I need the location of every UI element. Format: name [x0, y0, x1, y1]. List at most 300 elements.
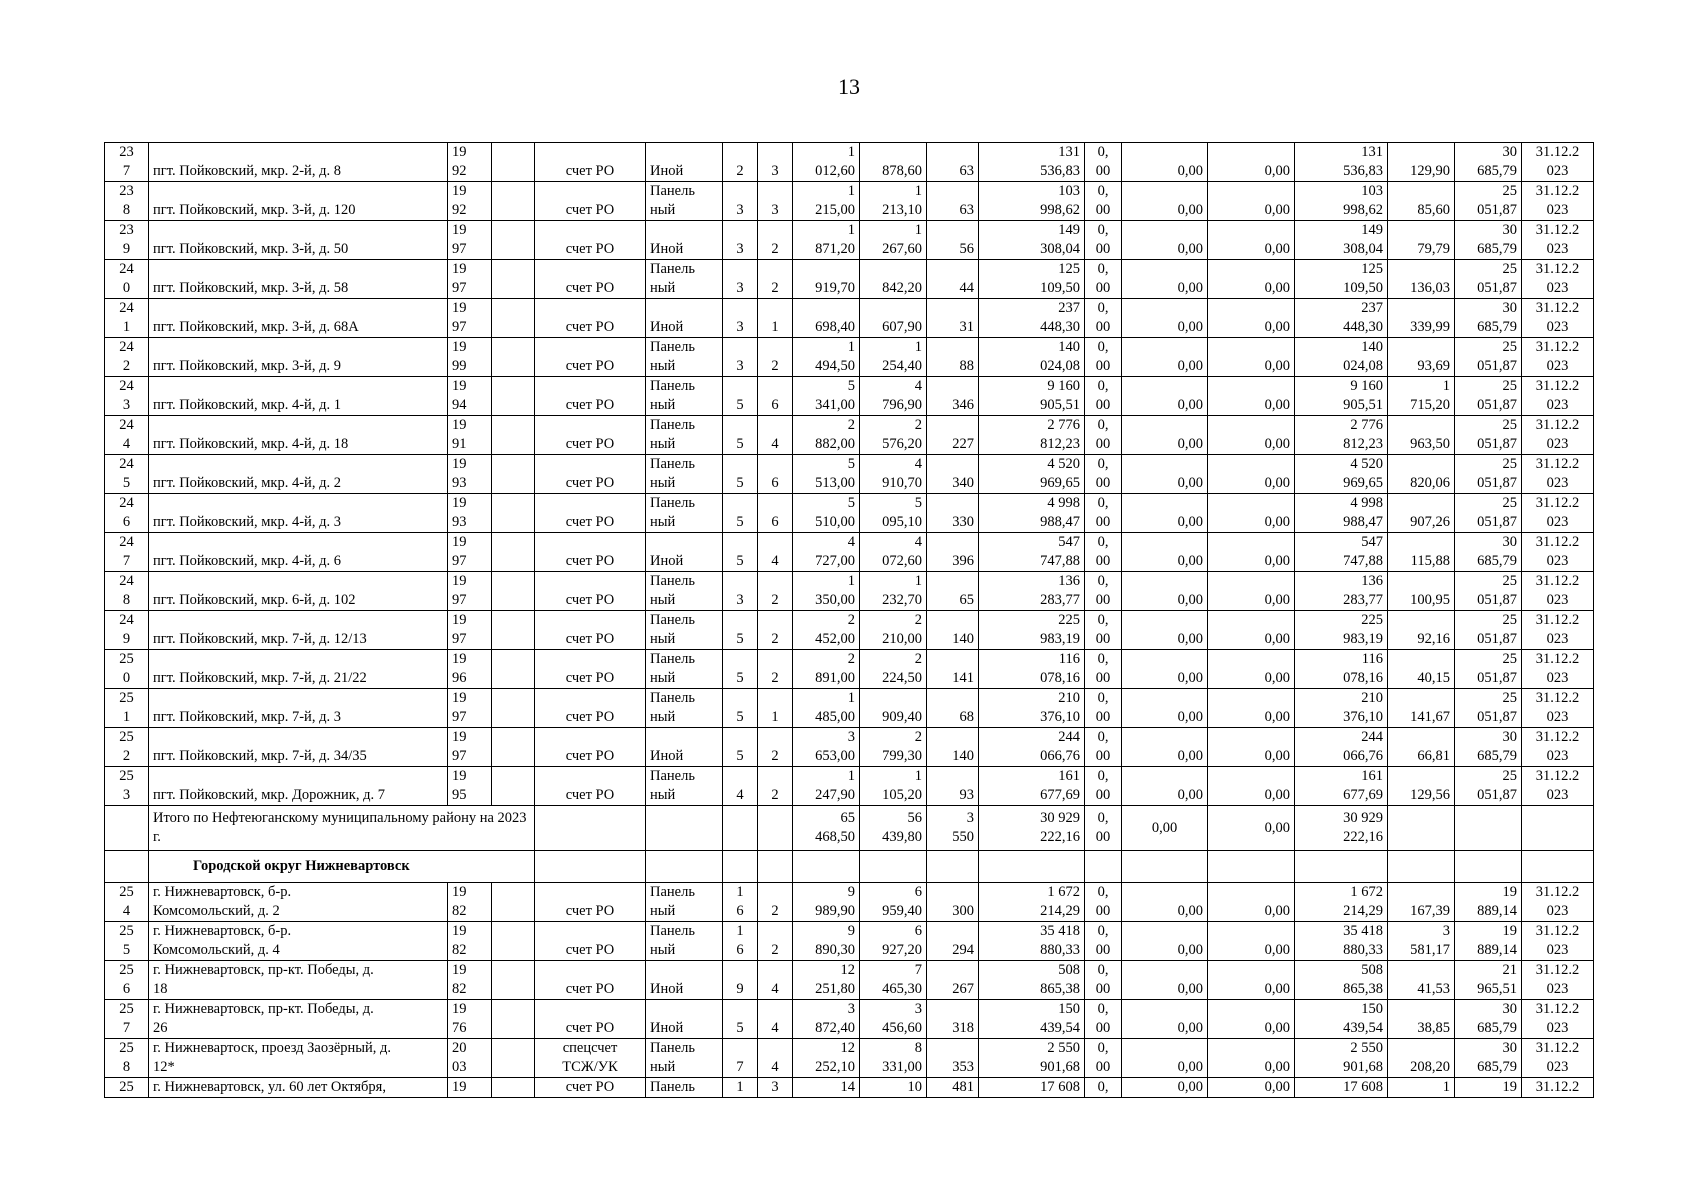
cell-fund-method: счет РО: [535, 416, 646, 455]
cell-completion-date: 31.12.2 023: [1522, 260, 1594, 299]
cell-zero-budget-2: 0,00: [1208, 416, 1295, 455]
cell-residents: 330: [927, 494, 979, 533]
cell-wall-material: Панель ный: [646, 767, 723, 806]
cell-fund-method: счет РО: [535, 533, 646, 572]
cell-zero-budget-1: 0,00: [1122, 338, 1208, 377]
cell-zero-budget-1: 0,00: [1122, 1000, 1208, 1039]
cell-floors: 1 6: [723, 922, 758, 961]
cell-address: пгт. Пойковский, мкр. 4-й, д. 18: [149, 416, 448, 455]
cell-specific-cost: 339,99: [1388, 299, 1455, 338]
total-sum: 30 929 222,16: [1295, 806, 1388, 851]
cell-address: г. Нижневартовск, б-р. Комсомольский, д. 4: [149, 922, 448, 961]
cell-year-built: 19 92: [448, 143, 492, 182]
cell-completion-date: 31.12.2 023: [1522, 961, 1594, 1000]
section-cell-empty: [105, 851, 149, 883]
table-row: [105, 883, 1594, 922]
cell-zero-budget-2: 0,00: [1208, 221, 1295, 260]
table-row: [105, 494, 1594, 533]
cell-owners-funds: 4 520 969,65: [1295, 455, 1388, 494]
cell-residents: 93: [927, 767, 979, 806]
cell-row-number: 24 7: [105, 533, 149, 572]
cell-living-area: 1 232,70: [860, 572, 927, 611]
cell-completion-date: 31.12.2 023: [1522, 299, 1594, 338]
cell-zero-budget-2: 0,00: [1208, 338, 1295, 377]
cell-residents: 300: [927, 883, 979, 922]
table-row: [105, 961, 1594, 1000]
cell-total-area: 2 882,00: [793, 416, 860, 455]
section-row: [105, 851, 1594, 883]
cell-residents: 481: [927, 1078, 979, 1098]
cell-specific-cost: 85,60: [1388, 182, 1455, 221]
cell-total-area: 5 510,00: [793, 494, 860, 533]
cell-zero-share: 0, 00: [1085, 572, 1122, 611]
cell-address: пгт. Пойковский, мкр. 3-й, д. 50: [149, 221, 448, 260]
cell-specific-cost: 1 715,20: [1388, 377, 1455, 416]
cell-repair-cost: 150 439,54: [979, 1000, 1085, 1039]
cell-specific-cost: 115,88: [1388, 533, 1455, 572]
cell-owners-funds: 136 283,77: [1295, 572, 1388, 611]
total-cell-empty: [646, 806, 723, 851]
cell-entrances: 2: [758, 611, 793, 650]
cell-empty-col: [492, 338, 535, 377]
cell-living-area: 2 799,30: [860, 728, 927, 767]
cell-completion-date: 31.12.2 023: [1522, 650, 1594, 689]
cell-repair-cost: 103 998,62: [979, 182, 1085, 221]
cell-zero-share: 0, 00: [1085, 1039, 1122, 1078]
cell-empty-col: [492, 728, 535, 767]
cell-zero-share: 0, 00: [1085, 961, 1122, 1000]
cell-empty-col: [492, 883, 535, 922]
cell-total-area: 698,40: [793, 299, 860, 338]
cell-year-built: 19 94: [448, 377, 492, 416]
cell-zero-budget-1: 0,00: [1122, 1078, 1208, 1098]
cell-limit-cost: 19 889,14: [1455, 883, 1522, 922]
total-zero-3: 0,00: [1208, 806, 1295, 851]
page-number: 13: [838, 74, 860, 99]
cell-residents: 63: [927, 182, 979, 221]
cell-owners-funds: 131 536,83: [1295, 143, 1388, 182]
cell-living-area: 6 927,20: [860, 922, 927, 961]
cell-residents: 340: [927, 455, 979, 494]
cell-row-number: 24 3: [105, 377, 149, 416]
cell-floors: 1: [723, 1078, 758, 1098]
cell-entrances: 4: [758, 1039, 793, 1078]
total-cell-empty: [1522, 806, 1594, 851]
cell-zero-share: 0, 00: [1085, 416, 1122, 455]
total-cell-empty: [1388, 806, 1455, 851]
cell-living-area: 607,90: [860, 299, 927, 338]
cell-repair-cost: 4 998 988,47: [979, 494, 1085, 533]
cell-zero-budget-1: 0,00: [1122, 689, 1208, 728]
cell-limit-cost: 25 051,87: [1455, 767, 1522, 806]
cell-row-number: 24 0: [105, 260, 149, 299]
cell-floors: 5: [723, 533, 758, 572]
register-table: [104, 142, 1594, 1098]
cell-empty-col: [492, 377, 535, 416]
cell-specific-cost: 963,50: [1388, 416, 1455, 455]
cell-zero-budget-2: 0,00: [1208, 455, 1295, 494]
cell-completion-date: 31.12.2 023: [1522, 533, 1594, 572]
cell-completion-date: 31.12.2 023: [1522, 767, 1594, 806]
cell-year-built: 19 96: [448, 650, 492, 689]
cell-residents: 294: [927, 922, 979, 961]
cell-entrances: 2: [758, 767, 793, 806]
cell-residents: 346: [927, 377, 979, 416]
cell-owners-funds: 9 160 905,51: [1295, 377, 1388, 416]
cell-repair-cost: 2 550 901,68: [979, 1039, 1085, 1078]
cell-year-built: 19: [448, 1078, 492, 1098]
cell-repair-cost: 9 160 905,51: [979, 377, 1085, 416]
cell-address: пгт. Пойковский, мкр. 4-й, д. 2: [149, 455, 448, 494]
cell-address: г. Нижневартоск, проезд Заозёрный, д. 12*: [149, 1039, 448, 1078]
cell-total-area: 4 727,00: [793, 533, 860, 572]
cell-zero-share: 0, 00: [1085, 767, 1122, 806]
cell-repair-cost: 547 747,88: [979, 533, 1085, 572]
cell-year-built: 19 97: [448, 533, 492, 572]
cell-entrances: 4: [758, 961, 793, 1000]
cell-owners-funds: 116 078,16: [1295, 650, 1388, 689]
cell-row-number: 25: [105, 1078, 149, 1098]
cell-entrances: 2: [758, 338, 793, 377]
cell-year-built: 19 91: [448, 416, 492, 455]
cell-residents: 353: [927, 1039, 979, 1078]
cell-specific-cost: 129,56: [1388, 767, 1455, 806]
cell-zero-budget-2: 0,00: [1208, 299, 1295, 338]
cell-entrances: 3: [758, 182, 793, 221]
cell-living-area: 1 254,40: [860, 338, 927, 377]
cell-limit-cost: 25 051,87: [1455, 377, 1522, 416]
cell-floors: 3: [723, 221, 758, 260]
cell-empty-col: [492, 650, 535, 689]
cell-zero-share: 0, 00: [1085, 728, 1122, 767]
cell-wall-material: Панель ный: [646, 922, 723, 961]
cell-entrances: 1: [758, 689, 793, 728]
cell-wall-material: Иной: [646, 299, 723, 338]
cell-specific-cost: 41,53: [1388, 961, 1455, 1000]
table-body-neftyugansk: [105, 143, 1594, 806]
cell-floors: 2: [723, 143, 758, 182]
cell-living-area: 8 331,00: [860, 1039, 927, 1078]
section-cell-empty: [793, 851, 860, 883]
cell-entrances: 2: [758, 883, 793, 922]
cell-year-built: 19 97: [448, 299, 492, 338]
cell-owners-funds: 35 418 880,33: [1295, 922, 1388, 961]
cell-floors: 5: [723, 650, 758, 689]
cell-limit-cost: 25 051,87: [1455, 650, 1522, 689]
cell-empty-col: [492, 767, 535, 806]
table-row: [105, 767, 1594, 806]
cell-empty-col: [492, 221, 535, 260]
cell-repair-cost: 210 376,10: [979, 689, 1085, 728]
table-row: [105, 611, 1594, 650]
cell-owners-funds: 125 109,50: [1295, 260, 1388, 299]
cell-empty-col: [492, 1039, 535, 1078]
cell-zero-budget-2: 0,00: [1208, 1000, 1295, 1039]
cell-year-built: 19 93: [448, 455, 492, 494]
table-total: [105, 806, 1594, 883]
cell-wall-material: Панель ный: [646, 572, 723, 611]
cell-address: пгт. Пойковский, мкр. 3-й, д. 58: [149, 260, 448, 299]
table-row: [105, 260, 1594, 299]
cell-limit-cost: 25 051,87: [1455, 416, 1522, 455]
cell-empty-col: [492, 182, 535, 221]
cell-limit-cost: 19 889,14: [1455, 922, 1522, 961]
cell-zero-budget-1: 0,00: [1122, 883, 1208, 922]
cell-row-number: 24 8: [105, 572, 149, 611]
total-cell-empty: [1455, 806, 1522, 851]
cell-empty-col: [492, 572, 535, 611]
table-row: [105, 182, 1594, 221]
cell-living-area: 878,60: [860, 143, 927, 182]
table-row: [105, 650, 1594, 689]
cell-living-area: 10: [860, 1078, 927, 1098]
table-row: [105, 922, 1594, 961]
cell-zero-share: 0, 00: [1085, 922, 1122, 961]
cell-zero-budget-1: 0,00: [1122, 299, 1208, 338]
cell-owners-funds: 225 983,19: [1295, 611, 1388, 650]
cell-floors: 4: [723, 767, 758, 806]
cell-zero-budget-1: 0,00: [1122, 494, 1208, 533]
total-zero-2: 0,00: [1122, 806, 1208, 851]
cell-year-built: 19 93: [448, 494, 492, 533]
cell-limit-cost: 21 965,51: [1455, 961, 1522, 1000]
section-cell-empty: [723, 851, 758, 883]
cell-limit-cost: 25 051,87: [1455, 689, 1522, 728]
cell-owners-funds: 161 677,69: [1295, 767, 1388, 806]
cell-total-area: 14: [793, 1078, 860, 1098]
cell-year-built: 19 97: [448, 689, 492, 728]
cell-zero-share: 0, 00: [1085, 455, 1122, 494]
cell-fund-method: счет РО: [535, 922, 646, 961]
cell-zero-budget-1: 0,00: [1122, 221, 1208, 260]
cell-row-number: 23 7: [105, 143, 149, 182]
table-body-last: [105, 1078, 1594, 1098]
cell-limit-cost: 30 685,79: [1455, 299, 1522, 338]
cell-year-built: 19 92: [448, 182, 492, 221]
cell-entrances: 2: [758, 260, 793, 299]
cell-fund-method: счет РО: [535, 611, 646, 650]
cell-residents: 396: [927, 533, 979, 572]
cell-total-area: 9 890,30: [793, 922, 860, 961]
cell-completion-date: 31.12.2 023: [1522, 377, 1594, 416]
cell-limit-cost: 25 051,87: [1455, 611, 1522, 650]
cell-year-built: 19 97: [448, 728, 492, 767]
cell-completion-date: 31.12.2 023: [1522, 221, 1594, 260]
cell-year-built: 19 82: [448, 961, 492, 1000]
cell-floors: 3: [723, 572, 758, 611]
cell-total-area: 1 247,90: [793, 767, 860, 806]
cell-entrances: 2: [758, 650, 793, 689]
cell-completion-date: 31.12.2 023: [1522, 689, 1594, 728]
cell-total-area: 2 452,00: [793, 611, 860, 650]
total-area-2: 56 439,80: [860, 806, 927, 851]
total-row: [105, 806, 1594, 851]
cell-repair-cost: 4 520 969,65: [979, 455, 1085, 494]
cell-fund-method: счет РО: [535, 299, 646, 338]
cell-owners-funds: 244 066,76: [1295, 728, 1388, 767]
cell-zero-share: 0, 00: [1085, 143, 1122, 182]
cell-fund-method: счет РО: [535, 494, 646, 533]
table-row: [105, 143, 1594, 182]
cell-living-area: 3 456,60: [860, 1000, 927, 1039]
cell-zero-budget-2: 0,00: [1208, 260, 1295, 299]
cell-wall-material: Панель ный: [646, 611, 723, 650]
cell-living-area: 4 072,60: [860, 533, 927, 572]
cell-row-number: 25 5: [105, 922, 149, 961]
cell-owners-funds: 547 747,88: [1295, 533, 1388, 572]
cell-zero-budget-2: 0,00: [1208, 1039, 1295, 1078]
cell-living-area: 1 267,60: [860, 221, 927, 260]
cell-residents: 318: [927, 1000, 979, 1039]
cell-zero-budget-1: 0,00: [1122, 922, 1208, 961]
cell-floors: 5: [723, 689, 758, 728]
cell-total-area: 12 251,80: [793, 961, 860, 1000]
cell-repair-cost: 161 677,69: [979, 767, 1085, 806]
cell-floors: 5: [723, 494, 758, 533]
cell-row-number: 24 4: [105, 416, 149, 455]
cell-specific-cost: 208,20: [1388, 1039, 1455, 1078]
cell-fund-method: счет РО: [535, 182, 646, 221]
cell-zero-budget-2: 0,00: [1208, 1078, 1295, 1098]
section-cell-empty: [1122, 851, 1208, 883]
cell-row-number: 25 7: [105, 1000, 149, 1039]
cell-fund-method: счет РО: [535, 572, 646, 611]
section-cell-empty: [979, 851, 1085, 883]
cell-fund-method: счет РО: [535, 455, 646, 494]
cell-address: пгт. Пойковский, мкр. 7-й, д. 3: [149, 689, 448, 728]
cell-residents: 65: [927, 572, 979, 611]
cell-residents: 227: [927, 416, 979, 455]
cell-owners-funds: 237 448,30: [1295, 299, 1388, 338]
cell-repair-cost: 237 448,30: [979, 299, 1085, 338]
cell-total-area: 5 513,00: [793, 455, 860, 494]
cell-zero-budget-2: 0,00: [1208, 533, 1295, 572]
cell-address: пгт. Пойковский, мкр. 7-й, д. 21/22: [149, 650, 448, 689]
cell-repair-cost: 125 109,50: [979, 260, 1085, 299]
cell-row-number: 24 1: [105, 299, 149, 338]
cell-total-area: 1 012,60: [793, 143, 860, 182]
section-cell-empty: [1455, 851, 1522, 883]
cell-total-area: 1 350,00: [793, 572, 860, 611]
cell-empty-col: [492, 1000, 535, 1039]
cell-specific-cost: 1: [1388, 1078, 1455, 1098]
cell-entrances: 6: [758, 377, 793, 416]
cell-residents: 44: [927, 260, 979, 299]
cell-floors: 5: [723, 455, 758, 494]
cell-entrances: 2: [758, 728, 793, 767]
cell-floors: 3: [723, 260, 758, 299]
cell-entrances: 4: [758, 533, 793, 572]
table-row: [105, 455, 1594, 494]
cell-limit-cost: 30 685,79: [1455, 728, 1522, 767]
section-title: Городской округ Нижневартовск: [149, 851, 535, 883]
cell-floors: 3: [723, 182, 758, 221]
total-cell-empty: [758, 806, 793, 851]
cell-repair-cost: 2 776 812,23: [979, 416, 1085, 455]
cell-zero-budget-1: 0,00: [1122, 728, 1208, 767]
section-cell-empty: [535, 851, 646, 883]
cell-year-built: 19 97: [448, 611, 492, 650]
total-cell-empty: [535, 806, 646, 851]
cell-address: пгт. Пойковский, мкр. 3-й, д. 9: [149, 338, 448, 377]
cell-specific-cost: 136,03: [1388, 260, 1455, 299]
cell-fund-method: счет РО: [535, 728, 646, 767]
cell-total-area: 12 252,10: [793, 1039, 860, 1078]
cell-living-area: 1 213,10: [860, 182, 927, 221]
section-cell-empty: [860, 851, 927, 883]
cell-owners-funds: 4 998 988,47: [1295, 494, 1388, 533]
cell-completion-date: 31.12.2 023: [1522, 143, 1594, 182]
cell-empty-col: [492, 455, 535, 494]
cell-fund-method: счет РО: [535, 143, 646, 182]
cell-empty-col: [492, 533, 535, 572]
cell-completion-date: 31.12.2 023: [1522, 883, 1594, 922]
cell-wall-material: Панель ный: [646, 377, 723, 416]
cell-specific-cost: 93,69: [1388, 338, 1455, 377]
cell-owners-funds: 508 865,38: [1295, 961, 1388, 1000]
total-cell-empty: [105, 806, 149, 851]
cell-limit-cost: 25 051,87: [1455, 182, 1522, 221]
cell-wall-material: Панель ный: [646, 455, 723, 494]
cell-year-built: 19 82: [448, 883, 492, 922]
cell-completion-date: 31.12.2 023: [1522, 922, 1594, 961]
cell-total-area: 919,70: [793, 260, 860, 299]
cell-fund-method: счет РО: [535, 767, 646, 806]
cell-zero-budget-1: 0,00: [1122, 961, 1208, 1000]
cell-address: пгт. Пойковский, мкр. 4-й, д. 1: [149, 377, 448, 416]
cell-wall-material: Панель ный: [646, 182, 723, 221]
cell-zero-budget-2: 0,00: [1208, 650, 1295, 689]
cell-zero-budget-1: 0,00: [1122, 533, 1208, 572]
table-row: [105, 1039, 1594, 1078]
cell-living-area: 5 095,10: [860, 494, 927, 533]
cell-residents: 140: [927, 728, 979, 767]
cell-address: г. Нижневартовск, ул. 60 лет Октября,: [149, 1078, 448, 1098]
cell-limit-cost: 25 051,87: [1455, 338, 1522, 377]
table-row: [105, 572, 1594, 611]
cell-specific-cost: 92,16: [1388, 611, 1455, 650]
cell-wall-material: Иной: [646, 143, 723, 182]
cell-fund-method: счет РО: [535, 260, 646, 299]
cell-wall-material: Иной: [646, 961, 723, 1000]
total-label: Итого по Нефтеюганскому муниципальному району на 2023 г.: [149, 806, 535, 851]
cell-zero-budget-2: 0,00: [1208, 377, 1295, 416]
cell-owners-funds: 17 608: [1295, 1078, 1388, 1098]
cell-residents: 31: [927, 299, 979, 338]
cell-specific-cost: 40,15: [1388, 650, 1455, 689]
cell-completion-date: 31.12.2 023: [1522, 611, 1594, 650]
cell-wall-material: Иной: [646, 1000, 723, 1039]
table-body-nizhnevartovsk: [105, 883, 1594, 1078]
cell-fund-method: спецсчет ТСЖ/УК: [535, 1039, 646, 1078]
cell-row-number: 24 5: [105, 455, 149, 494]
cell-repair-cost: 225 983,19: [979, 611, 1085, 650]
cell-zero-share: 0, 00: [1085, 260, 1122, 299]
cell-row-number: 23 8: [105, 182, 149, 221]
cell-empty-col: [492, 143, 535, 182]
cell-empty-col: [492, 1078, 535, 1098]
cell-zero-budget-1: 0,00: [1122, 572, 1208, 611]
cell-completion-date: 31.12.2 023: [1522, 494, 1594, 533]
cell-owners-funds: 2 550 901,68: [1295, 1039, 1388, 1078]
cell-empty-col: [492, 961, 535, 1000]
cell-entrances: 1: [758, 299, 793, 338]
cell-address: пгт. Пойковский, мкр. 4-й, д. 3: [149, 494, 448, 533]
cell-completion-date: 31.12.2 023: [1522, 182, 1594, 221]
cell-floors: 5: [723, 377, 758, 416]
cell-residents: 63: [927, 143, 979, 182]
cell-limit-cost: 19: [1455, 1078, 1522, 1098]
